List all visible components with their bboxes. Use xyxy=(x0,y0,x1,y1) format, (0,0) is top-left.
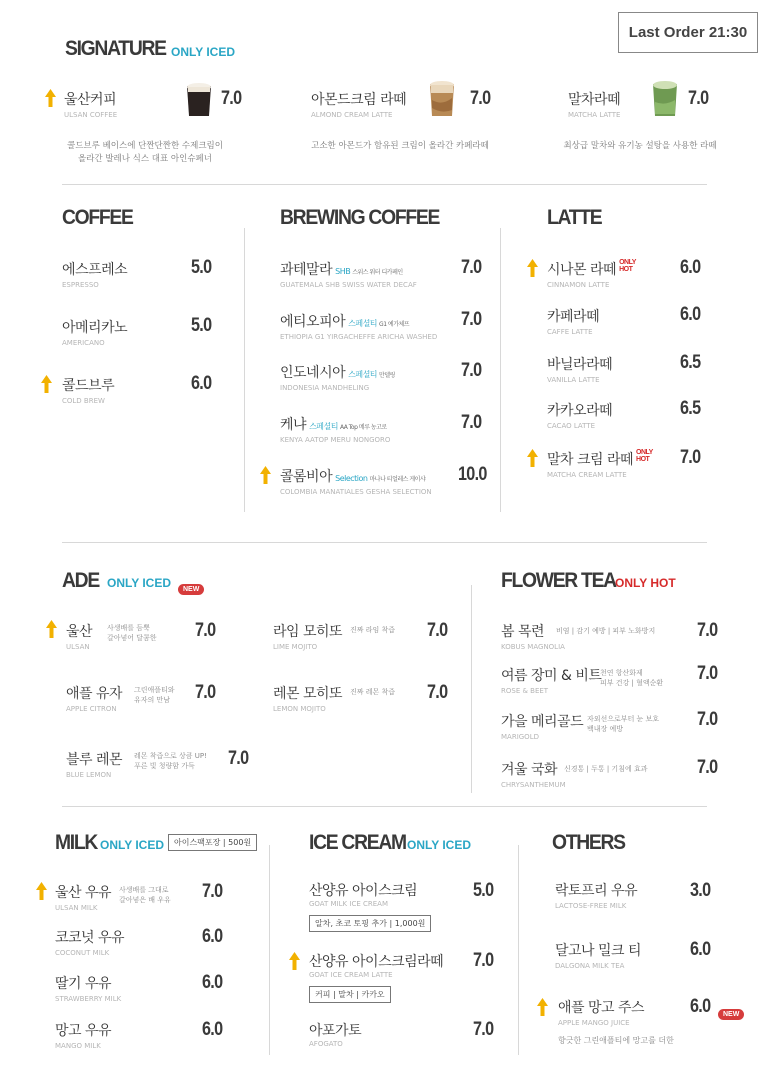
flower-item-price: 7.0 xyxy=(697,663,718,684)
milk-title: MILK xyxy=(55,831,98,854)
ade-item-note: 그린애플티와 유자의 만남 xyxy=(134,686,175,704)
brewing-item-sub: ETHIOPIA G1 YIRGACHEFFE ARICHA WASHED xyxy=(280,333,438,341)
latte-item-sub: CAFFE LATTE xyxy=(547,328,593,336)
latte-item-name: 바닐라라떼 xyxy=(547,357,613,373)
ade-item-sub: ULSAN xyxy=(66,643,90,651)
latte-item-price: 6.0 xyxy=(680,257,701,278)
signature-item-sub: ULSAN COFFEE xyxy=(64,111,118,119)
last-order-text: Last Order 21:30 xyxy=(628,24,748,41)
brewing-item-price: 7.0 xyxy=(461,360,482,381)
flavor-box: 커피 | 말차 | 카카오 xyxy=(309,986,391,1003)
latte-item-sub: VANILLA LATTE xyxy=(547,376,600,384)
flower-item-name: 가을 메리골드 xyxy=(501,714,584,730)
flower-title: FLOWER TEA xyxy=(501,569,616,592)
divider xyxy=(471,585,472,793)
brewing-item-name: 인도네시아 스페셜티 만델링 xyxy=(280,365,395,381)
latte-item-sub: MATCHA CREAM LATTE xyxy=(547,471,627,479)
divider xyxy=(62,542,707,543)
signature-item-sub: ALMOND CREAM LATTE xyxy=(311,111,393,119)
ade-item-sub: BLUE LEMON xyxy=(66,771,112,779)
others-item-price: 6.0 xyxy=(690,996,711,1017)
signature-item-name: 아몬드크림 라떼 xyxy=(311,92,407,108)
milk-item-sub: ULSAN MILK xyxy=(55,904,98,912)
star-icon xyxy=(289,952,300,970)
ade-item-name: 블루 레몬 xyxy=(66,752,123,768)
icecream-item-name: 아포가토 xyxy=(309,1023,362,1039)
ade-item-price: 7.0 xyxy=(427,682,448,703)
latte-item-price: 6.5 xyxy=(680,352,701,373)
others-item-name: 애플 망고 주스 xyxy=(558,1000,645,1016)
ade-item-sub: LEMON MOJITO xyxy=(273,705,326,713)
star-icon xyxy=(41,375,52,393)
milk-item-price: 6.0 xyxy=(202,1019,223,1040)
signature-item-name: 울산커피 xyxy=(64,92,117,108)
icecream-item-name: 산양유 아이스크림라떼 xyxy=(309,954,444,970)
flower-item-name: 겨울 국화 xyxy=(501,762,558,778)
others-item-price: 6.0 xyxy=(690,939,711,960)
milk-item-name: 망고 우유 xyxy=(55,1023,112,1039)
ade-item-price: 7.0 xyxy=(228,748,249,769)
signature-item-price: 7.0 xyxy=(221,88,242,109)
drink-cup-image xyxy=(428,80,456,118)
star-icon xyxy=(537,998,548,1016)
flower-item-note: 자외선으로부터 눈 보호 백내장 예방 xyxy=(587,715,660,733)
drink-cup-image xyxy=(651,80,679,118)
latte-item-sub: CACAO LATTE xyxy=(547,422,595,430)
milk-item-name: 울산 우유 xyxy=(55,885,112,901)
latte-item-name: 카카오라떼 xyxy=(547,403,613,419)
ade-item-note: 진짜 레몬 착즙 xyxy=(350,688,396,696)
latte-item-name: 카페라떼 xyxy=(547,309,600,325)
icecream-item-sub: GOAT ICE CREAM LATTE xyxy=(309,971,393,979)
star-icon xyxy=(260,466,271,484)
coffee-item-name: 에스프레소 xyxy=(62,262,128,278)
flower-item-sub: KOBUS MAGNOLIA xyxy=(501,643,565,651)
latte-item-price: 7.0 xyxy=(680,447,701,468)
others-item-note: 향긋한 그린애플티에 망고를 더한 xyxy=(558,1036,674,1045)
coffee-item-price: 5.0 xyxy=(191,315,212,336)
ade-item-price: 7.0 xyxy=(427,620,448,641)
ade-item-sub: APPLE CITRON xyxy=(66,705,117,713)
coffee-item-price: 6.0 xyxy=(191,373,212,394)
latte-item-name: 말차 크림 라떼 ONLY HOT xyxy=(547,449,662,469)
star-icon xyxy=(527,259,538,277)
divider xyxy=(518,845,519,1055)
milk-tag: ONLY ICED xyxy=(100,838,165,852)
ade-item-sub: LIME MOJITO xyxy=(273,643,318,651)
ade-item-note: 사생배를 듬뿍 갈아넣어 달콤한 xyxy=(107,624,157,642)
flower-item-note: 신경통 | 두통 | 기침에 효과 xyxy=(564,765,648,773)
signature-item-price: 7.0 xyxy=(688,88,709,109)
brewing-item-sub: COLOMBIA MANATIALES GESHA SELECTION xyxy=(280,488,432,496)
icecream-item-sub: AFOGATO xyxy=(309,1040,343,1048)
signature-title: SIGNATURE xyxy=(65,37,166,60)
divider xyxy=(244,228,245,512)
ade-item-name: 레몬 모히또 xyxy=(273,686,343,702)
star-icon xyxy=(46,620,57,638)
ade-item-note: 레몬 착즙으로 상큼 UP! 푸른 빛 청량함 가득 xyxy=(134,752,207,770)
milk-item-note: 사생배를 그대로 갈아넣은 배 우유 xyxy=(119,886,171,904)
others-item-price: 3.0 xyxy=(690,880,711,901)
signature-item-desc: 고소한 아몬드가 함유된 크림이 올라간 카페라떼 xyxy=(311,141,489,151)
icecream-title: ICE CREAM xyxy=(309,831,406,854)
brewing-item-price: 7.0 xyxy=(461,309,482,330)
coffee-item-name: 콜드브루 xyxy=(62,378,115,394)
others-item-sub: DALGONA MILK TEA xyxy=(555,962,625,970)
only-hot-label: ONLY HOT xyxy=(636,449,653,463)
others-item-name: 락토프리 우유 xyxy=(555,883,638,899)
brewing-item-name: 과테말라 SHB 스위스 워터 디카페인 xyxy=(280,262,403,278)
divider xyxy=(269,845,270,1055)
icecream-item-name: 산양유 아이스크림 xyxy=(309,883,418,899)
milk-item-name: 코코넛 우유 xyxy=(55,930,125,946)
star-icon xyxy=(527,449,538,467)
drink-cup-image xyxy=(185,82,213,118)
brewing-item-price: 10.0 xyxy=(458,464,487,485)
latte-item-sub: CINNAMON LATTE xyxy=(547,281,610,289)
signature-tag: ONLY ICED xyxy=(171,45,236,59)
latte-item-price: 6.0 xyxy=(680,304,701,325)
flower-tag: ONLY HOT xyxy=(615,576,676,590)
signature-item-desc: 최상급 말차와 유기농 설탕을 사용한 라떼 xyxy=(563,141,717,151)
icecream-item-price: 7.0 xyxy=(473,1019,494,1040)
signature-item-sub: MATCHA LATTE xyxy=(568,111,621,119)
coffee-item-name: 아메리카노 xyxy=(62,320,128,336)
ade-item-note: 진짜 라임 착즙 xyxy=(350,626,396,634)
topping-box: 알차, 초코 토핑 추가 | 1,000원 xyxy=(309,915,431,932)
flower-item-price: 7.0 xyxy=(697,620,718,641)
icecream-item-price: 5.0 xyxy=(473,880,494,901)
ade-item-price: 7.0 xyxy=(195,620,216,641)
brewing-item-price: 7.0 xyxy=(461,257,482,278)
ade-item-name: 라임 모히또 xyxy=(273,624,343,640)
flower-item-sub: CHRYSANTHEMUM xyxy=(501,781,566,789)
milk-item-sub: COCONUT MILK xyxy=(55,949,110,957)
flower-item-note: 비염 | 감기 예방 | 피부 노화방지 xyxy=(556,627,656,635)
coffee-item-sub: AMERICANO xyxy=(62,339,105,347)
signature-item-desc: 콜드브루 베이스에 단짠단짠한 수제크림이 올라간 발레나 식스 대표 아인슈페너 xyxy=(67,141,223,164)
brewing-item-name: 콜롬비아 Selection 마나나 티얼레스 게이샤 xyxy=(280,469,426,485)
latte-item-price: 6.5 xyxy=(680,398,701,419)
brewing-item-sub: KENYA AATOP MERU NONGORO xyxy=(280,436,391,444)
milk-item-sub: STRAWBERRY MILK xyxy=(55,995,122,1003)
flower-item-sub: ROSE & BEET xyxy=(501,687,549,695)
signature-item-name: 말차라떼 xyxy=(568,92,621,108)
flower-item-note: 천연 항산화제 피부 건강 | 혈액순환 xyxy=(600,669,664,687)
ade-item-name: 애플 유자 xyxy=(66,686,123,702)
ice-pack-box: 아이스팩포장 | 500원 xyxy=(168,834,257,851)
brewing-item-price: 7.0 xyxy=(461,412,482,433)
others-title: OTHERS xyxy=(552,831,625,854)
icecream-item-sub: GOAT MILK ICE CREAM xyxy=(309,900,388,908)
latte-title: LATTE xyxy=(547,206,602,229)
milk-item-price: 6.0 xyxy=(202,972,223,993)
only-hot-label: ONLY HOT xyxy=(619,259,636,273)
milk-item-price: 6.0 xyxy=(202,926,223,947)
icecream-tag: ONLY ICED xyxy=(407,838,472,852)
coffee-item-price: 5.0 xyxy=(191,257,212,278)
flower-item-name: 여름 장미 & 비트 xyxy=(501,668,602,684)
new-badge: NEW xyxy=(178,576,204,595)
ade-item-name: 울산 xyxy=(66,624,93,640)
brewing-item-sub: INDONESIA MANDHELING xyxy=(280,384,370,392)
brewing-item-name: 에티오피아 스페셜티 G1 예가체프 xyxy=(280,314,410,330)
brewing-item-sub: GUATEMALA SHB SWISS WATER DECAF xyxy=(280,281,417,289)
latte-item-name: 시나몬 라떼 ONLY HOT xyxy=(547,259,645,279)
last-order-box xyxy=(618,12,758,53)
others-item-sub: APPLE MANGO JUICE xyxy=(558,1019,630,1027)
coffee-item-sub: COLD BREW xyxy=(62,397,105,405)
divider xyxy=(500,228,501,512)
ade-tag: ONLY ICED xyxy=(107,576,172,590)
flower-item-name: 봄 목련 xyxy=(501,624,545,640)
star-icon xyxy=(36,882,47,900)
milk-item-sub: MANGO MILK xyxy=(55,1042,101,1050)
milk-item-name: 딸기 우유 xyxy=(55,976,112,992)
others-item-sub: LACTOSE-FREE MILK xyxy=(555,902,627,910)
coffee-item-sub: ESPRESSO xyxy=(62,281,99,289)
signature-item-price: 7.0 xyxy=(470,88,491,109)
milk-item-price: 7.0 xyxy=(202,881,223,902)
brewing-item-name: 케냐 스페셜티 AA Top 메루 농고로 xyxy=(280,417,387,433)
icecream-item-price: 7.0 xyxy=(473,950,494,971)
flower-item-sub: MARIGOLD xyxy=(501,733,539,741)
coffee-title: COFFEE xyxy=(62,206,133,229)
ade-title: ADE xyxy=(62,569,99,592)
divider xyxy=(62,806,707,807)
star-icon xyxy=(45,89,56,107)
new-badge: NEW xyxy=(718,1001,744,1020)
flower-item-price: 7.0 xyxy=(697,757,718,778)
others-item-name: 달고나 밀크 티 xyxy=(555,943,642,959)
flower-item-price: 7.0 xyxy=(697,709,718,730)
ade-item-price: 7.0 xyxy=(195,682,216,703)
brewing-title: BREWING COFFEE xyxy=(280,206,440,229)
divider xyxy=(62,184,707,185)
